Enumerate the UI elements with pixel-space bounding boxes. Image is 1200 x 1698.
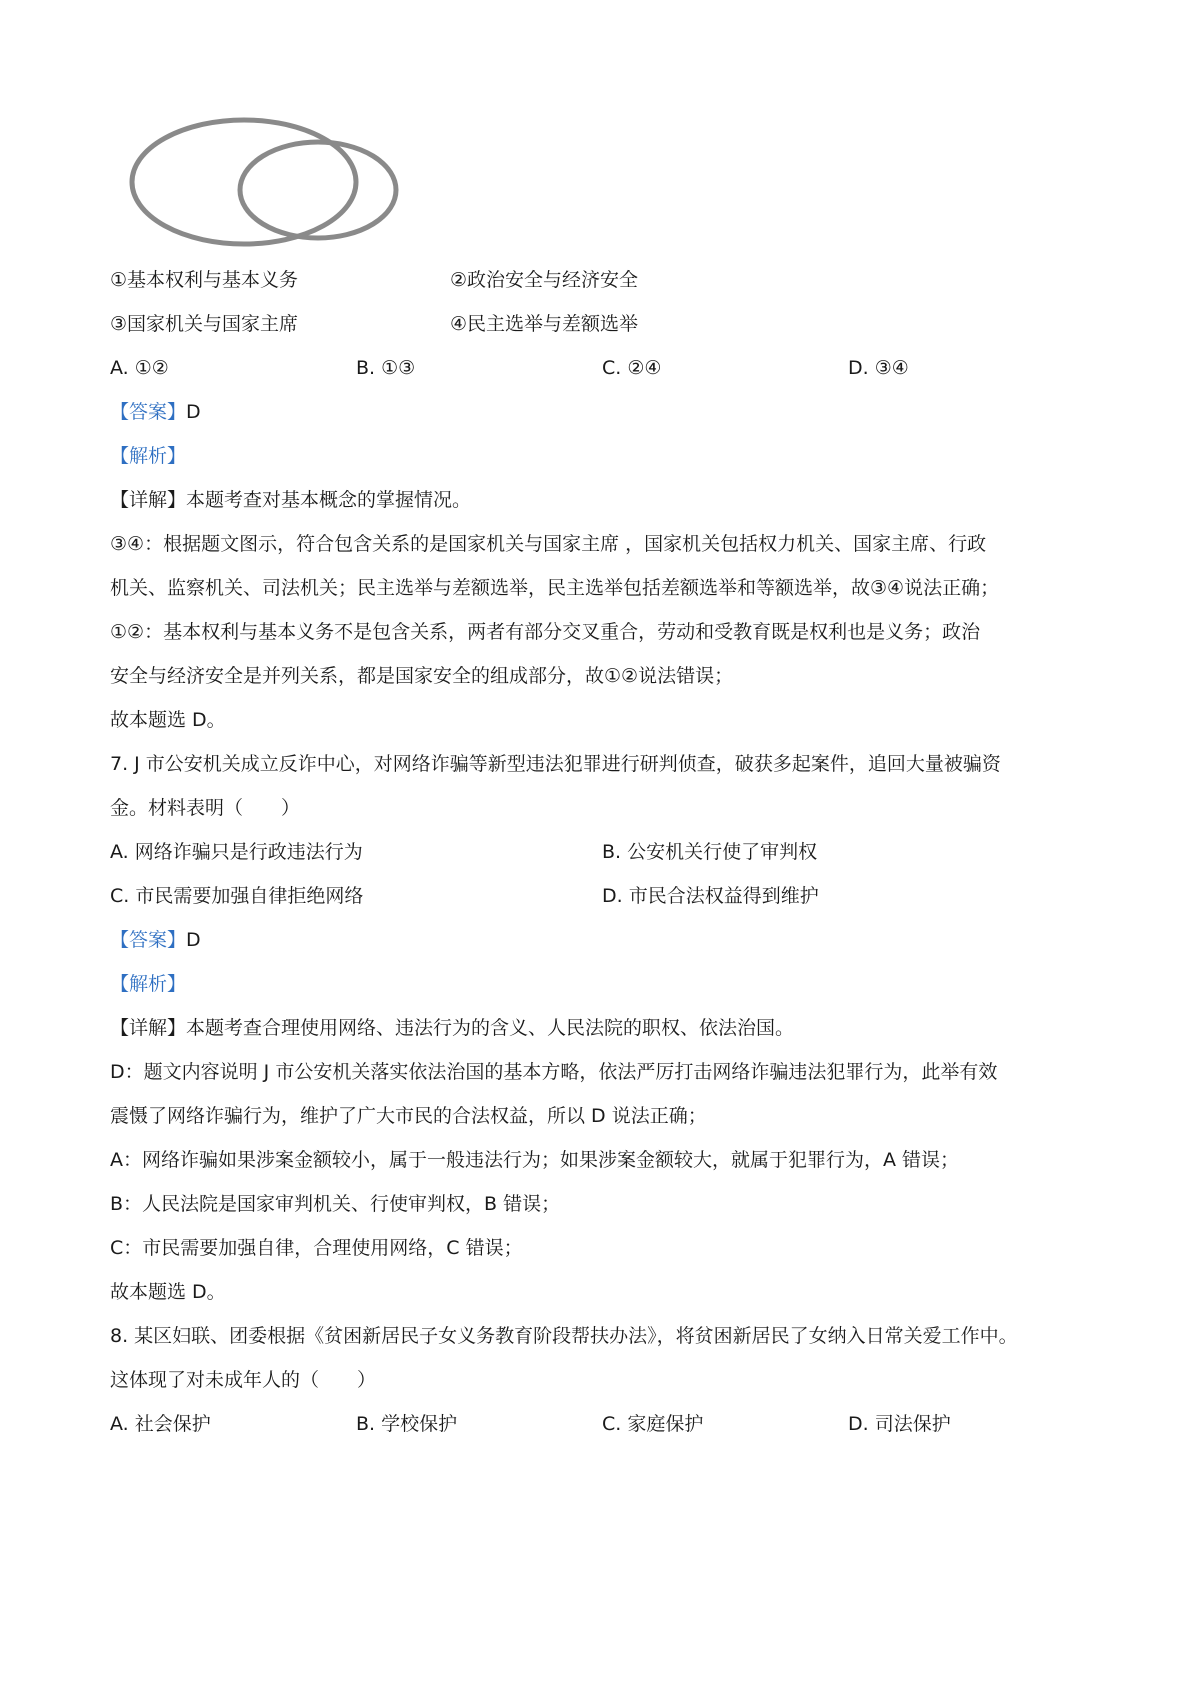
q7-option-a: A. 网络诈骗只是行政违法行为 — [110, 841, 363, 863]
q7-detail-line: A：网络诈骗如果涉案金额较小，属于一般违法行为；如果涉案金额较大，就属于犯罪行为，A 错误； — [110, 1149, 960, 1171]
q6-item-2: ②政治安全与经济安全 — [450, 269, 639, 291]
q6-answer-value: D — [186, 401, 201, 423]
q7-option-b: B. 公安机关行使了审判权 — [602, 841, 818, 863]
q6-option-b: B. ①③ — [356, 357, 416, 379]
q6-analysis-tag: 【解析】 — [110, 445, 187, 467]
q6-detail-line: ①②：基本权利与基本义务不是包含关系，两者有部分交叉重合，劳动和受教育既是权利也是义务；政治 — [110, 621, 981, 643]
q6-item-4: ④民主选举与差额选举 — [450, 313, 639, 335]
outer-ellipse — [132, 120, 356, 244]
q7-detail-line: D：题文内容说明 J 市公安机关落实依法治国的基本方略，依法严厉打击网络诈骗违法犯罪行为，此举有效 — [110, 1061, 998, 1083]
q7-answer-line — [110, 926, 201, 954]
q7-analysis-tag: 【解析】 — [110, 973, 187, 995]
q7-detail-line: 故本题选 D。 — [110, 1281, 226, 1303]
q8-stem-line: 这体现了对未成年人的（ ） — [110, 1369, 377, 1391]
q7-option-d: D. 市民合法权益得到维护 — [602, 885, 819, 907]
q6-item-3: ③国家机关与国家主席 — [110, 313, 299, 335]
q8-option-b: B. 学校保护 — [356, 1413, 458, 1435]
q6-detail-line: ③④：根据题文图示，符合包含关系的是国家机关与国家主席 ，国家机关包括权力机关、国家主席、行政 — [110, 533, 987, 555]
q7-detail-line: 震慑了网络诈骗行为，维护了广大市民的合法权益，所以 D 说法正确； — [110, 1105, 707, 1127]
q6-answer-line — [110, 398, 201, 426]
q7-stem-line: 金。材料表明（ ） — [110, 797, 301, 819]
q8-option-d: D. 司法保护 — [848, 1413, 951, 1435]
inner-ellipse — [240, 142, 396, 238]
inclusion-diagram — [126, 110, 406, 270]
q6-option-a: A. ①② — [110, 357, 169, 379]
q6-option-c: C. ②④ — [602, 357, 662, 379]
q6-option-d: D. ③④ — [848, 357, 909, 379]
q6-answer-tag: 【答案】 — [110, 401, 187, 423]
q6-detail-line: 故本题选 D。 — [110, 709, 226, 731]
q8-option-a: A. 社会保护 — [110, 1413, 211, 1435]
q7-answer-value: D — [186, 929, 201, 951]
q6-detail-line: 【详解】本题考查对基本概念的掌握情况。 — [110, 489, 472, 511]
q6-item-1: ①基本权利与基本义务 — [110, 269, 299, 291]
q6-detail-line: 机关、监察机关、司法机关；民主选举与差额选举，民主选举包括差额选举和等额选举，故③④说法正确； — [110, 577, 1000, 599]
q7-answer-tag: 【答案】 — [110, 929, 187, 951]
q7-stem-line: 7. J 市公安机关成立反诈中心，对网络诈骗等新型违法犯罪进行研判侦查，破获多起案件，追回大量被骗资 — [110, 753, 1001, 775]
q6-detail-line: 安全与经济安全是并列关系，都是国家安全的组成部分，故①②说法错误； — [110, 665, 734, 687]
q7-detail-line: 【详解】本题考查合理使用网络、违法行为的含义、人民法院的职权、依法治国。 — [110, 1017, 795, 1039]
q7-option-c: C. 市民需要加强自律拒绝网络 — [110, 885, 364, 907]
q7-detail-line: C：市民需要加强自律，合理使用网络，C 错误； — [110, 1237, 523, 1259]
q7-detail-line: B：人民法院是国家审判机关、行使审判权，B 错误； — [110, 1193, 561, 1215]
q8-option-c: C. 家庭保护 — [602, 1413, 704, 1435]
q8-stem-line: 8. 某区妇联、团委根据《贫困新居民子女义务教育阶段帮扶办法》，将贫困新居民了女纳入日常关爱工作中。 — [110, 1325, 1018, 1347]
